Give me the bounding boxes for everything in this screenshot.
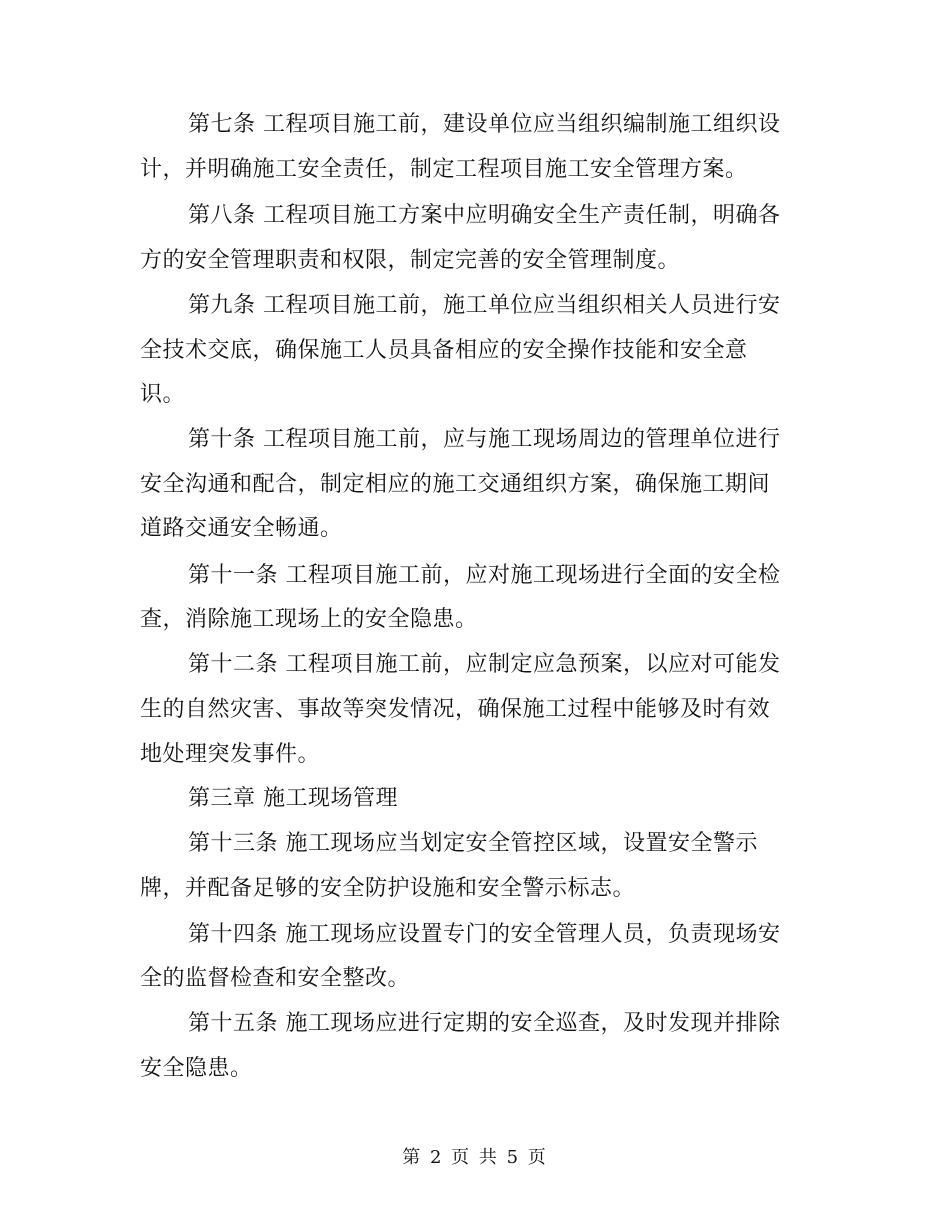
article-10-line-3: 道路交通安全畅通。: [140, 516, 343, 541]
article-8-line-1: 第八条 工程项目施工方案中应明确安全生产责任制，明确各: [188, 203, 781, 228]
article-13-line-1: 第十三条 施工现场应当划定安全管控区域，设置安全警示: [188, 831, 758, 856]
article-10-line-2: 安全沟通和配合，制定相应的施工交通组织方案，确保施工期间: [140, 472, 771, 497]
article-14-line-1: 第十四条 施工现场应设置专门的安全管理人员，负责现场安: [188, 922, 781, 947]
article-11-line-1: 第十一条 工程项目施工前，应对施工现场进行全面的安全检: [188, 563, 781, 588]
article-11-line-2: 查，消除施工现场上的安全隐患。: [140, 607, 478, 632]
article-10-line-1: 第十条 工程项目施工前，应与施工现场周边的管理单位进行: [188, 427, 781, 452]
article-9-line-2: 全技术交底，确保施工人员具备相应的安全操作技能和安全意: [140, 338, 748, 363]
article-7-line-2: 计，并明确施工安全责任，制定工程项目施工安全管理方案。: [140, 157, 748, 182]
article-8-line-2: 方的安全管理职责和权限，制定完善的安全管理制度。: [140, 248, 681, 273]
article-12-line-2: 生的自然灾害、事故等突发情况，确保施工过程中能够及时有效: [140, 697, 771, 722]
article-12-line-1: 第十二条 工程项目施工前，应制定应急预案，以应对可能发: [188, 652, 781, 677]
article-14-line-2: 全的监督检查和安全整改。: [140, 966, 411, 991]
article-15-line-1: 第十五条 施工现场应进行定期的安全巡查，及时发现并排除: [188, 1011, 781, 1036]
article-15-line-2: 安全隐患。: [140, 1056, 253, 1081]
article-9-line-3: 识。: [140, 382, 186, 407]
article-12-line-3: 地处理突发事件。: [140, 742, 321, 767]
chapter-3-heading: 第三章 施工现场管理: [188, 786, 398, 811]
page-number-footer: 第 2 页 共 5 页: [402, 1147, 548, 1168]
article-7-line-1: 第七条 工程项目施工前，建设单位应当组织编制施工组织设: [188, 112, 781, 137]
article-13-line-2: 牌，并配备足够的安全防护设施和安全警示标志。: [140, 876, 636, 901]
article-9-line-1: 第九条 工程项目施工前，施工单位应当组织相关人员进行安: [188, 293, 781, 318]
